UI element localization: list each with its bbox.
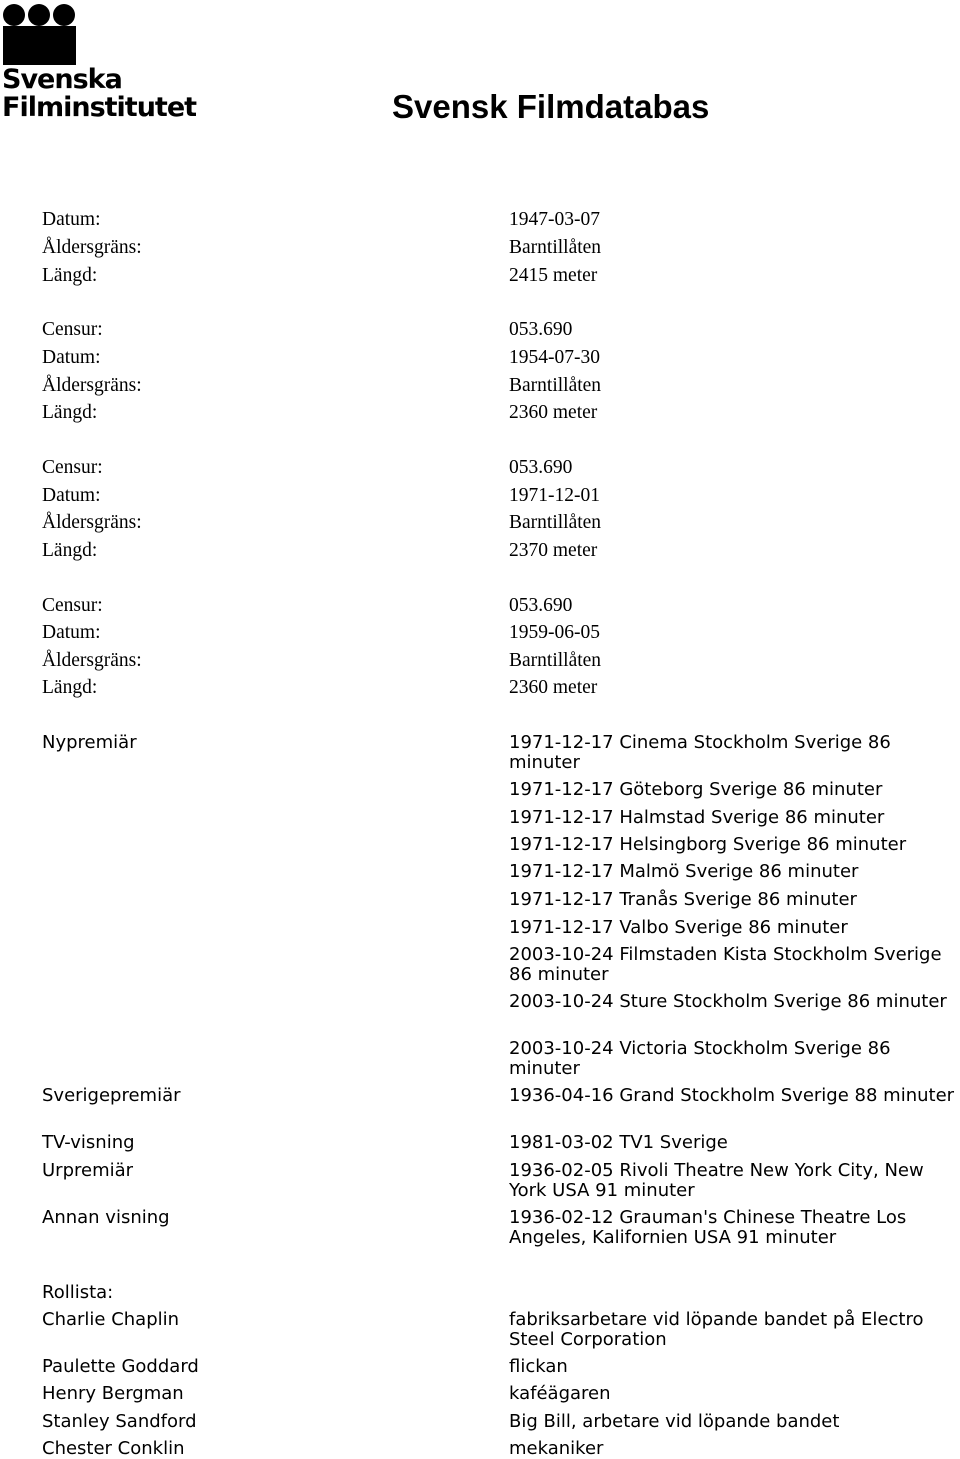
censor-label: Längd: <box>42 677 98 698</box>
censor-label: Åldersgräns: <box>42 237 142 258</box>
censor-value: 2415 meter <box>509 265 598 286</box>
censor-value: 2360 meter <box>509 402 598 423</box>
screening-type: Nypremiär <box>42 732 137 753</box>
role-name: mekaniker <box>509 1438 604 1459</box>
screening-details: 1971-12-17 Malmö Sverige 86 minuter <box>509 861 859 882</box>
censor-label: Censur: <box>42 457 103 478</box>
actor-name: Charlie Chaplin <box>42 1309 180 1330</box>
censor-label: Censur: <box>42 595 103 616</box>
censor-value: 2360 meter <box>509 677 598 698</box>
logo-dot <box>3 4 25 26</box>
censor-label: Längd: <box>42 402 98 423</box>
censor-value: Barntillåten <box>509 375 602 396</box>
screening-details: 1971-12-17 Valbo Sverige 86 minuter <box>509 917 848 938</box>
actor-name: Stanley Sandford <box>42 1411 197 1432</box>
screening-details: 1971-12-17 Halmstad Sverige 86 minuter <box>509 807 885 828</box>
screening-details: 1981-03-02 TV1 Sverige <box>509 1132 728 1153</box>
screening-details: 1936-02-12 Grauman's Chinese Theatre Los Angeles, Kalifornien USA 91 minuter <box>509 1207 907 1248</box>
logo-square <box>3 26 76 65</box>
role-name: flickan <box>509 1356 568 1377</box>
censor-label: Datum: <box>42 622 101 643</box>
censor-value: 1954-07-30 <box>509 347 600 368</box>
screening-details: 1971-12-17 Göteborg Sverige 86 minuter <box>509 779 883 800</box>
screening-details: 1971-12-17 Helsingborg Sverige 86 minuter <box>509 834 907 855</box>
screening-details: 2003-10-24 Sture Stockholm Sverige 86 minuter <box>509 991 947 1012</box>
actor-name: Henry Bergman <box>42 1383 184 1404</box>
censor-label: Datum: <box>42 209 101 230</box>
censor-label: Datum: <box>42 485 101 506</box>
screening-details: 2003-10-24 Filmstaden Kista Stockholm Sverige 86 minuter <box>509 944 942 985</box>
censor-label: Censur: <box>42 319 103 340</box>
screening-details: 2003-10-24 Victoria Stockholm Sverige 86 minuter <box>509 1038 891 1079</box>
screening-type: Urpremiär <box>42 1160 134 1181</box>
censor-value: 053.690 <box>509 595 573 616</box>
screening-details: 1936-02-05 Rivoli Theatre New York City, New York USA 91 minuter <box>509 1160 924 1201</box>
censor-label: Längd: <box>42 265 98 286</box>
screening-type: Annan visning <box>42 1207 170 1228</box>
screening-details: 1971-12-17 Cinema Stockholm Sverige 86 minuter <box>509 732 891 773</box>
censor-value: 053.690 <box>509 319 573 340</box>
censor-value: Barntillåten <box>509 237 602 258</box>
role-name: kaféägaren <box>509 1383 611 1404</box>
censor-label: Åldersgräns: <box>42 375 142 396</box>
censor-value: Barntillåten <box>509 512 602 533</box>
actor-name: Paulette Goddard <box>42 1356 199 1377</box>
censor-label: Åldersgräns: <box>42 650 142 671</box>
censor-label: Datum: <box>42 347 101 368</box>
logo-text-line2: Filminstitutet <box>2 92 197 123</box>
censor-value: 1971-12-01 <box>509 485 600 506</box>
cast-heading: Rollista: <box>42 1282 114 1303</box>
svenska-filminstitutet-logo <box>0 0 200 130</box>
screening-type: Sverigepremiär <box>42 1085 181 1106</box>
role-name: Big Bill, arbetare vid löpande bandet <box>509 1411 840 1432</box>
page-title: Svensk Filmdatabas <box>392 88 710 125</box>
censor-label: Längd: <box>42 540 98 561</box>
censor-value: 1947-03-07 <box>509 209 600 230</box>
screening-details: 1936-04-16 Grand Stockholm Sverige 88 minuter <box>509 1085 955 1106</box>
screening-type: TV-visning <box>42 1132 135 1153</box>
logo-dot <box>28 4 50 26</box>
logo-dot <box>53 4 75 26</box>
censor-label: Åldersgräns: <box>42 512 142 533</box>
censor-value: Barntillåten <box>509 650 602 671</box>
censor-value: 053.690 <box>509 457 573 478</box>
censor-value: 2370 meter <box>509 540 598 561</box>
screening-details: 1971-12-17 Tranås Sverige 86 minuter <box>509 889 857 910</box>
censor-value: 1959-06-05 <box>509 622 600 643</box>
role-name: fabriksarbetare vid löpande bandet på Electro Steel Corporation <box>509 1309 924 1350</box>
logo-text-line1: Svenska <box>2 64 122 95</box>
actor-name: Chester Conklin <box>42 1438 185 1459</box>
